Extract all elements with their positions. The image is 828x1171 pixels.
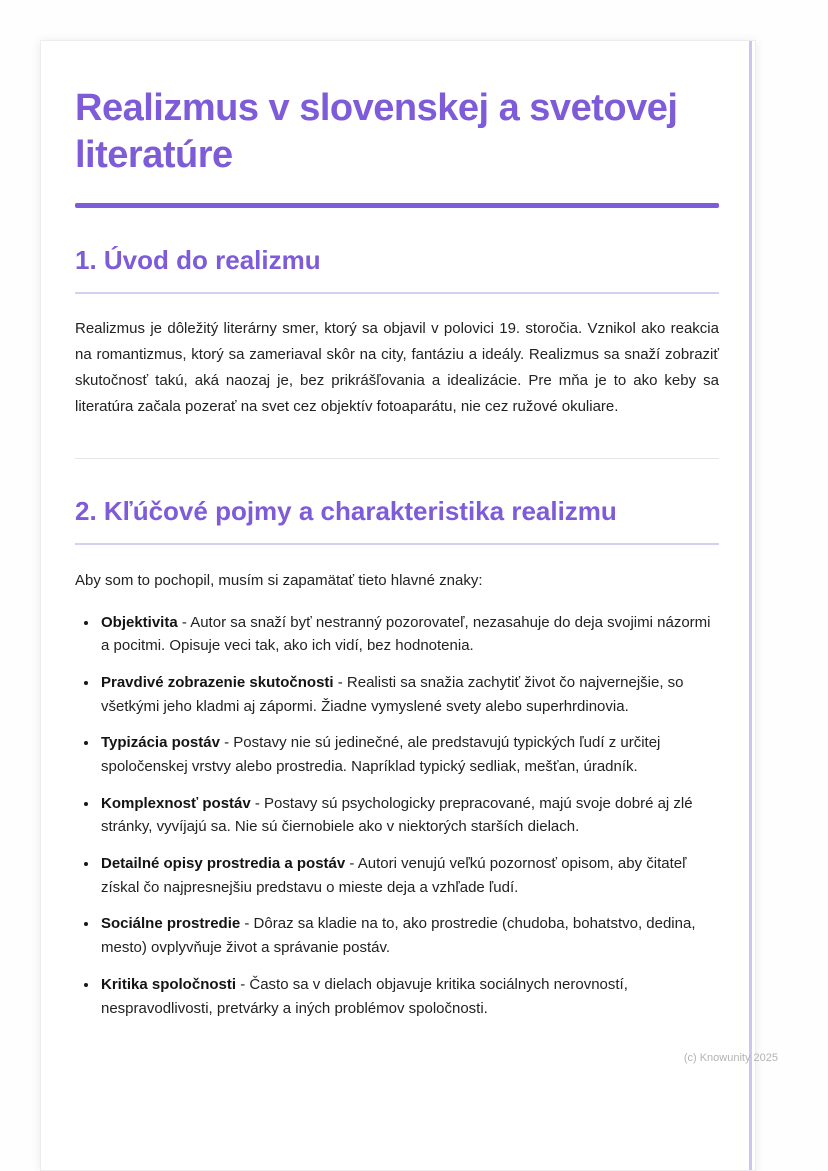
term-description: - Postavy nie sú jedinečné, ale predstavujú typických ľudí z určitej spoločenskej vrstvy alebo prostredia. Napríklad typický sedliak, mešťan, úradník. — [101, 734, 661, 775]
term-description: - Dôraz sa kladie na to, ako prostredie (chudoba, bohatstvo, dedina, mesto) ovplyvňuje život a správanie postáv. — [101, 915, 696, 957]
intro-paragraph: Realizmus je dôležitý literárny smer, ktorý sa objavil v polovici 19. storočia. Vznikol ako reakcia na romantizmus, ktorý sa zameriaval skôr na city, fantáziu a ideály. Realizmus sa snaží zobraziť skutočnosť takú, aká naozaj je, bez prikrášľovania a idealizácie. Pre mňa je to ako keby sa literatúra začala pozerať na svet cez objektív fotoaparátu, nie cez ružové okuliare. — [75, 320, 719, 415]
section-divider — [75, 458, 719, 459]
list-item — [99, 731, 719, 778]
term-description: - Postavy sú psychologicky prepracované, majú svoje dobré aj zlé stránky, vyvíjajú sa. Nie sú čiernobiele ako v niektorých starších dielach. — [101, 794, 693, 836]
section-heading-concepts: 2. Kľúčové pojmy a charakteristika realizmu — [75, 495, 617, 526]
term-label: Detailné opisy prostredia a postáv — [101, 855, 346, 873]
page-edge-accent — [749, 41, 752, 1170]
page-title: Realizmus v slovenskej a svetovej literatúre — [75, 87, 678, 177]
list-item — [99, 792, 719, 839]
term-description: - Často sa v dielach objavuje kritika sociálnych nerovností, nespravodlivosti, pretvárky a iných problémov spoločnosti. — [101, 975, 628, 1017]
watermark: (c) Knowunity 2025 — [683, 1052, 778, 1064]
term-label: Typizácia postáv — [101, 734, 220, 752]
term-label: Objektivita — [101, 613, 178, 631]
term-description: - Autori venujú veľkú pozornosť opisom, aby čitateľ získal čo najpresnejšiu predstavu o mieste deja a vzhľade ľudí. — [101, 855, 687, 896]
list-item — [99, 852, 719, 899]
term-label: Komplexnosť postáv — [101, 794, 251, 812]
document-page — [40, 40, 756, 1171]
section-heading-intro: 1. Úvod do realizmu — [75, 245, 321, 276]
term-label: Sociálne prostredie — [101, 915, 241, 933]
concepts-lead-text: Aby som to pochopil, musím si zapamätať tieto hlavné znaky: — [75, 571, 483, 589]
term-label: Pravdivé zobrazenie skutočnosti — [101, 673, 334, 691]
list-item — [99, 912, 719, 959]
key-features-list — [75, 611, 719, 1021]
title-rule — [75, 203, 719, 208]
term-label: Kritika spoločnosti — [101, 975, 237, 993]
heading-underline — [75, 292, 719, 294]
list-item — [99, 973, 719, 1020]
term-description: - Autor sa snaží byť nestranný pozorovateľ, nezasahuje do deja svojimi názormi a pocitmi. Opisuje veci tak, ako ich vidí, bez hodnotenia. — [101, 613, 711, 655]
list-item — [99, 671, 719, 718]
list-item — [99, 611, 719, 658]
term-description: - Realisti sa snažia zachytiť život čo najvernejšie, so všetkými jeho kladmi aj zápormi. Žiadne vymyslené svety alebo superhrdinovia. — [101, 673, 684, 715]
heading-underline — [75, 543, 719, 545]
